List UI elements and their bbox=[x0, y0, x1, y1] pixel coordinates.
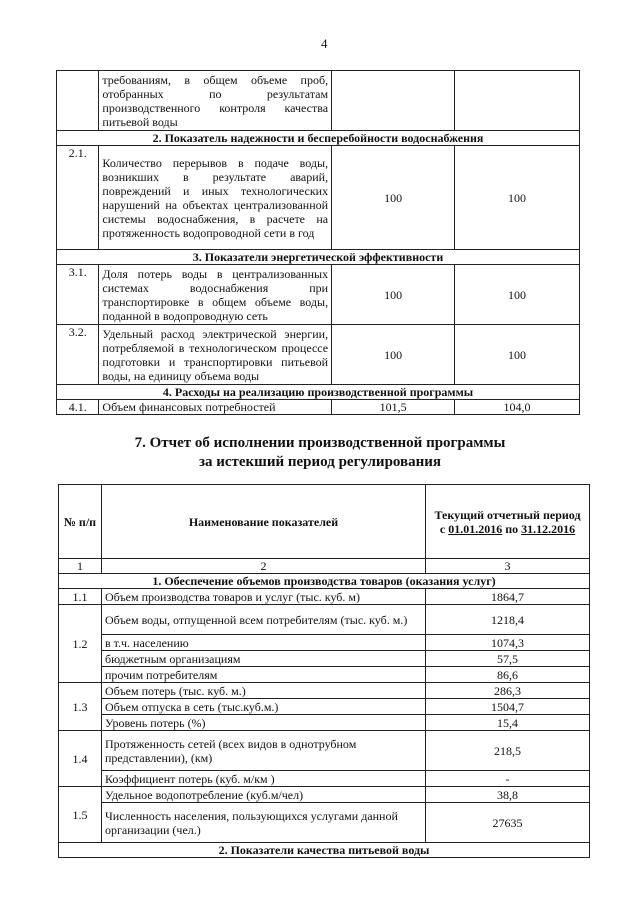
table-row: Уровень потерь (%) 15,4 bbox=[59, 715, 590, 731]
header-row bbox=[59, 485, 590, 559]
section-heading-line1: 7. Отчет об исполнении производственной программы bbox=[134, 435, 506, 451]
table-row: Коэффициент потерь (куб. м/км ) - bbox=[59, 771, 590, 787]
section-header bbox=[59, 574, 590, 589]
section-title: 1. Обеспечение объемов производства товаров (оказания услуг) bbox=[59, 574, 590, 589]
table-row: 1.4 Протяженность сетей (всех видов в однотрубном представлении), (км) 218,5 bbox=[59, 731, 590, 771]
value-fact: 100 bbox=[455, 146, 580, 250]
value-plan: 100 bbox=[332, 265, 455, 325]
row-number bbox=[57, 71, 99, 131]
value-plan: 100 bbox=[332, 146, 455, 250]
table-row: Численность населения, пользующихся услугами данной организации (чел.) 27635 bbox=[59, 803, 590, 843]
table-row: бюджетным организациям 57,5 bbox=[59, 651, 590, 667]
value-plan: 100 bbox=[332, 325, 455, 385]
value-plan: 101,5 bbox=[332, 400, 455, 415]
indicator-name: Объем финансовых потребностей bbox=[99, 400, 332, 415]
section-heading-line2: за истекший период регулирования bbox=[198, 454, 442, 470]
section-title: 3. Показатели энергетической эффективности bbox=[57, 250, 580, 265]
value-fact: 104,0 bbox=[455, 400, 580, 415]
section-header bbox=[57, 385, 580, 400]
table-row: прочим потребителям 86,6 bbox=[59, 667, 590, 683]
table-row: Объем отпуска в сеть (тыс.куб.м.) 1504,7 bbox=[59, 699, 590, 715]
page-number: 4 bbox=[321, 36, 328, 51]
table-row: 1.5 Удельное водопотребление (куб.м/чел) 38,8 bbox=[59, 787, 590, 803]
header-name: Наименование показателей bbox=[102, 485, 426, 559]
indicator-name: Доля потерь воды в централизованных системах водоснабжения при транспортировке в общем объеме воды, поданной в водопроводную сеть bbox=[99, 265, 332, 325]
indicators-table bbox=[56, 70, 580, 415]
section-title: 2. Показатель надежности и бесперебойности водоснабжения bbox=[57, 131, 580, 146]
row-number: 2.1. bbox=[57, 146, 99, 250]
report-table bbox=[58, 484, 590, 858]
section-header bbox=[57, 131, 580, 146]
header-num: № п/п bbox=[59, 485, 102, 559]
indicator-name: требованиям, в общем объеме проб, отобранных по результатам производственного контроля качества питьевой воды bbox=[99, 71, 332, 131]
table-row bbox=[57, 71, 580, 131]
section-title: 2. Показатели качества питьевой воды bbox=[59, 843, 590, 858]
row-number: 3.1. bbox=[57, 265, 99, 325]
table-row bbox=[57, 400, 580, 415]
row-number: 4.1. bbox=[57, 400, 99, 415]
table-row bbox=[57, 325, 580, 385]
section-header bbox=[59, 843, 590, 858]
section-header bbox=[57, 250, 580, 265]
column-numbers-row: 1 2 3 bbox=[59, 559, 590, 574]
table-row bbox=[57, 265, 580, 325]
table-row: 1.1 Объем производства товаров и услуг (тыс. куб. м) 1864,7 bbox=[59, 589, 590, 605]
header-period: Текущий отчетный период с 01.01.2016 по 31.12.2016 bbox=[426, 485, 590, 559]
value-fact: 100 bbox=[455, 265, 580, 325]
indicator-name: Удельный расход электрической энергии, потребляемой в технологическом процессе подготовки и транспортировки питьевой воды, на единицу объема воды bbox=[99, 325, 332, 385]
section-title: 4. Расходы на реализацию производственной программы bbox=[57, 385, 580, 400]
table-row: 1.2 Объем воды, отпущенной всем потребителям (тыс. куб. м.) 1218,4 bbox=[59, 605, 590, 635]
table-row: 1.3 Объем потерь (тыс. куб. м.) 286,3 bbox=[59, 683, 590, 699]
table-row: в т.ч. населению 1074,3 bbox=[59, 635, 590, 651]
value-fact: 100 bbox=[455, 325, 580, 385]
indicator-name: Количество перерывов в подаче воды, возникших в результате аварий, повреждений и иных технологических нарушений на объектах централизованной системы водоснабжения, в расчете на протяженность водопроводной сети в год bbox=[99, 146, 332, 250]
row-number: 3.2. bbox=[57, 325, 99, 385]
table-row bbox=[57, 146, 580, 250]
